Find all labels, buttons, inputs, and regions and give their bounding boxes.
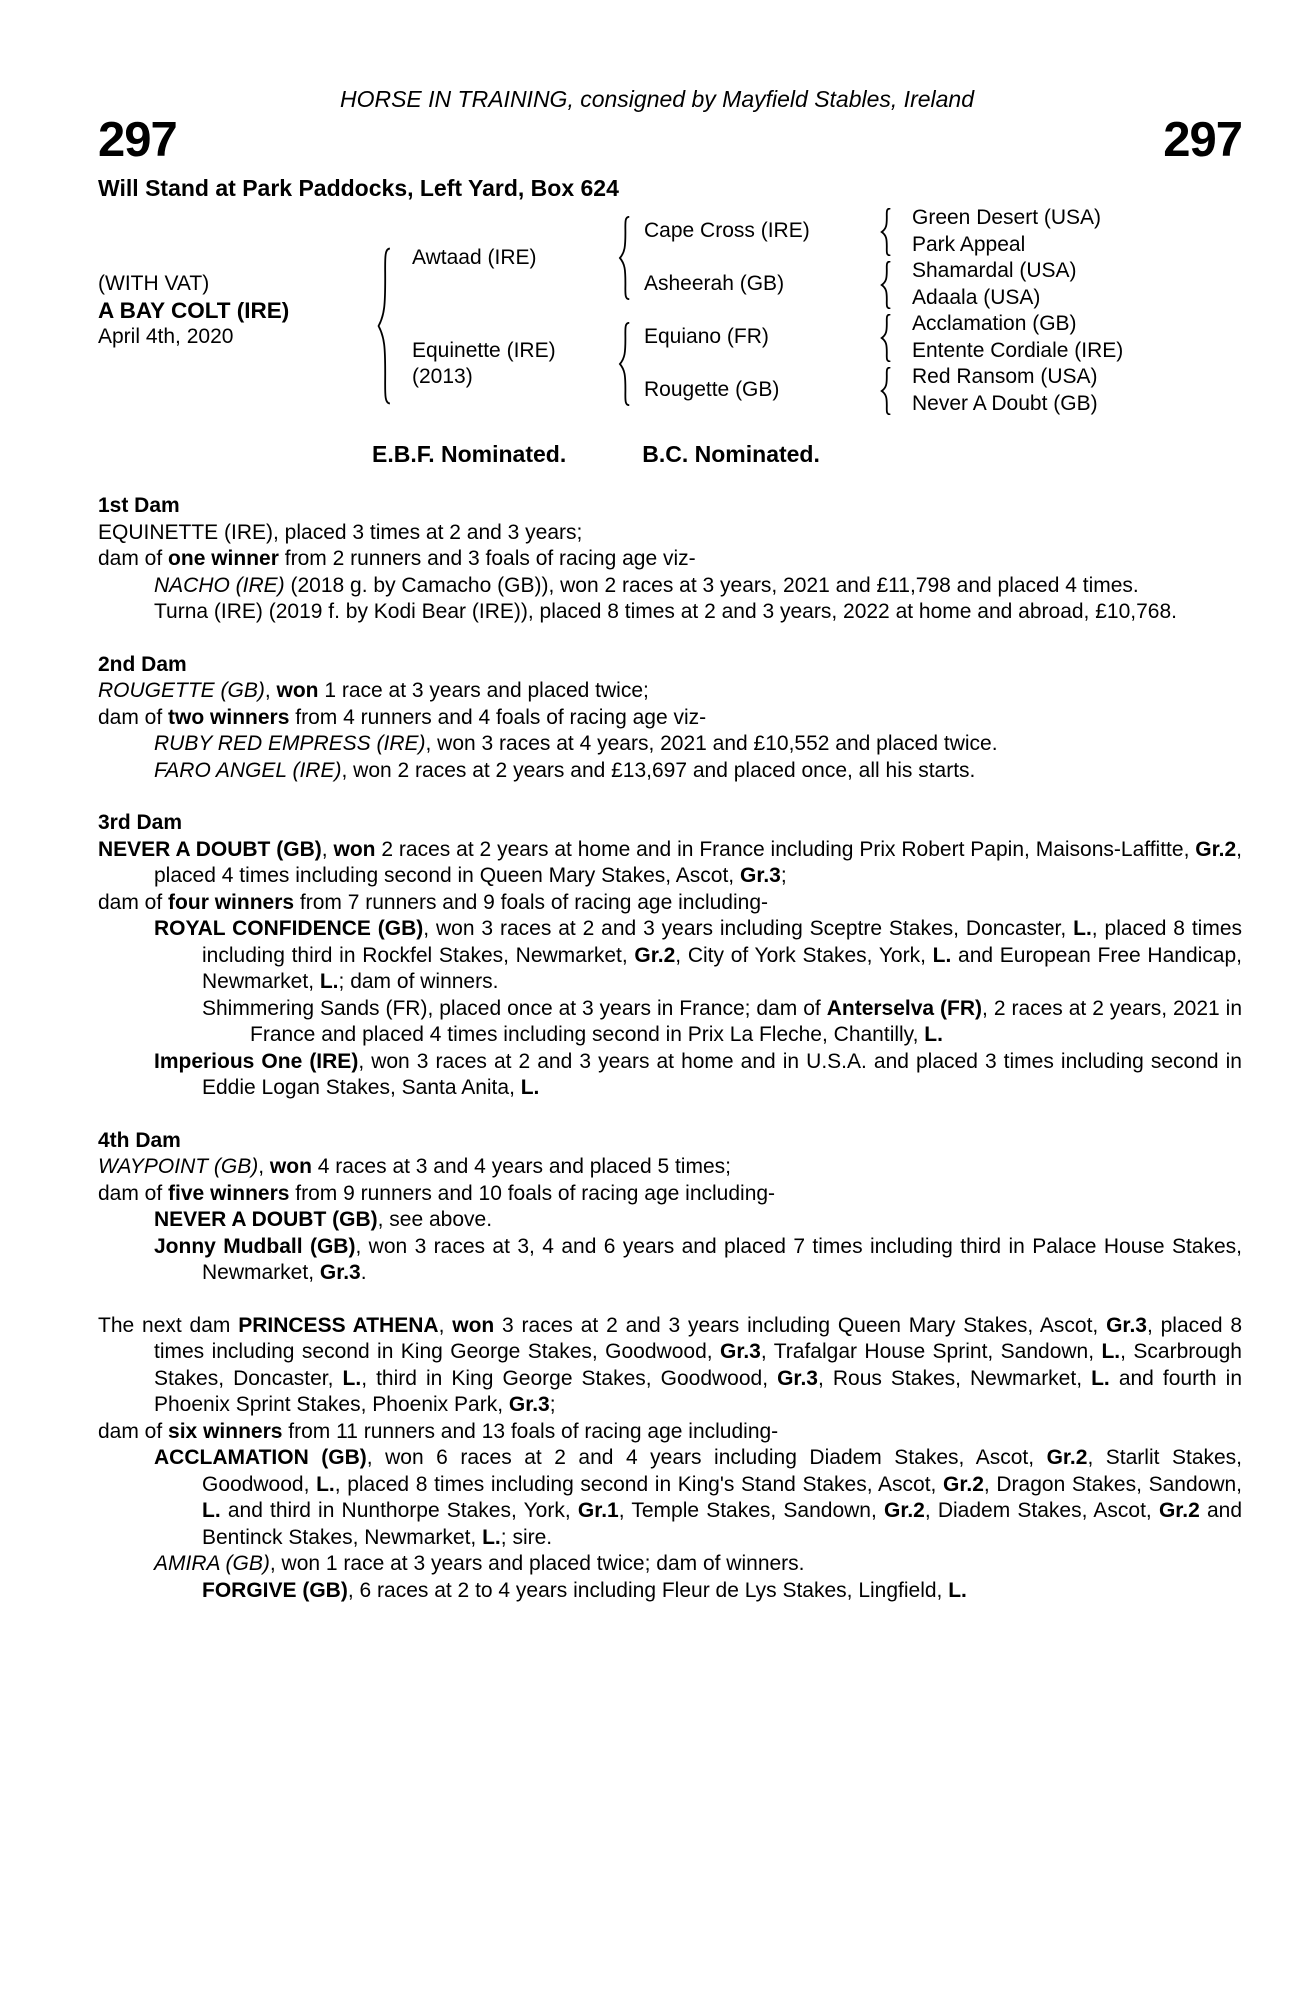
dam-year: (2013) xyxy=(412,365,473,388)
sire-grandsire-name: Cape Cross (IRE) xyxy=(644,219,810,243)
great-grandsire-name: Shamardal (USA) xyxy=(912,259,1077,282)
pedigree-brace-icon xyxy=(617,216,644,300)
pedigree-text-paragraph: ROYAL CONFIDENCE (GB), won 3 races at 2 and 3 years including Sceptre Stakes, Doncaster, L., placed 8 times including third in Rockfel Stakes, Newmarket, Gr.2, City of York Stakes, York, L. and European Free Handicap, Newmarket, L.; dam of winners. xyxy=(154,917,1243,993)
dam-section-heading: 2nd Dam xyxy=(98,652,187,676)
great-granddam-name: Never A Doubt (GB) xyxy=(912,391,1098,415)
great-grandsire-name: Green Desert (USA) xyxy=(912,206,1102,229)
pedigree-text-paragraph: FORGIVE (GB), 6 races at 2 to 4 years including Fleur de Lys Stakes, Lingfield, L. xyxy=(202,1578,967,1602)
pedigree-text-paragraph: WAYPOINT (GB), won 4 races at 3 and 4 years and placed 5 times; xyxy=(98,1155,731,1178)
pedigree-text-paragraph: RUBY RED EMPRESS (IRE), won 3 races at 4 years, 2021 and £10,552 and placed twice. xyxy=(154,732,998,755)
pedigree-brace-icon xyxy=(879,261,912,309)
subject-block xyxy=(98,205,375,417)
lot-number-left: 297 xyxy=(98,113,177,167)
great-grandsire-name: Acclamation (GB) xyxy=(912,312,1077,335)
sire-granddam-name: Asheerah (GB) xyxy=(644,272,785,296)
pedigree-text-paragraph: dam of six winners from 11 runners and 13 foals of racing age including- xyxy=(98,1419,779,1443)
pedigree-text-paragraph: dam of one winner from 2 runners and 3 foals of racing age viz- xyxy=(98,547,696,570)
sire-name: Awtaad (IRE) xyxy=(412,245,537,269)
pedigree-text-paragraph: NEVER A DOUBT (GB), see above. xyxy=(154,1208,493,1231)
pedigree-brace-icon xyxy=(879,367,912,415)
pedigree-text-paragraph: ACCLAMATION (GB), won 6 races at 2 and 4 years including Diadem Stakes, Ascot, Gr.2, Starlit Stakes, Goodwood, L., placed 8 times including second in King's Stand Stakes, Ascot, Gr.2, Dragon Stakes, Sandown, L. and third in Nunthorpe Stakes, York, Gr.1, Temple Stakes, Sandown, Gr.2, Diadem Stakes, Ascot, Gr.2 and Bentinck Stakes, Newmarket, L.; sire. xyxy=(154,1446,1243,1549)
pedigree-text-paragraph: Turna (IRE) (2019 f. by Kodi Bear (IRE)), placed 8 times at 2 and 3 years, 2022 at home and abroad, £10,768. xyxy=(154,600,1177,623)
pedigree-brace-icon xyxy=(879,208,912,256)
great-granddam-name: Park Appeal xyxy=(912,232,1026,256)
pedigree-text-paragraph: EQUINETTE (IRE), placed 3 times at 2 and 3 years; xyxy=(98,520,583,544)
lot-number-right: 297 xyxy=(1163,113,1242,167)
pedigree-text-paragraph: NEVER A DOUBT (GB), won 2 races at 2 years at home and in France including Prix Robert Papin, Maisons-Laffitte, Gr.2, placed 4 times including second in Queen Mary Stakes, Ascot, Gr.3; xyxy=(98,837,1243,887)
pedigree-details xyxy=(98,493,1242,1604)
dam-section-heading: 1st Dam xyxy=(98,494,180,517)
dam-grandsire-name: Equiano (FR) xyxy=(644,325,769,349)
pedigree-text-paragraph: dam of five winners from 9 runners and 10 foals of racing age including- xyxy=(98,1181,776,1205)
dam-section-heading: 3rd Dam xyxy=(98,811,183,834)
vat-note: (WITH VAT) xyxy=(98,272,210,296)
pedigree-text-paragraph: Shimmering Sands (FR), placed once at 3 years in France; dam of Anterselva (FR), 2 races at 2 years, 2021 in France and placed 4 times including second in Prix La Fleche, Chantilly, L. xyxy=(202,996,1243,1046)
consignor-header: HORSE IN TRAINING, consigned by Mayfield Stables, Ireland xyxy=(339,86,975,112)
nominations-row xyxy=(372,441,1242,467)
pedigree-text-paragraph: Imperious One (IRE), won 3 races at 2 and 3 years at home and in U.S.A. and placed 3 times including second in Eddie Logan Stakes, Santa Anita, L. xyxy=(154,1049,1242,1099)
dam-name: Equinette (IRE) (2013) xyxy=(412,311,617,417)
foaling-date: April 4th, 2020 xyxy=(98,325,234,349)
ebf-nominated-label: E.B.F. Nominated. xyxy=(372,441,567,467)
stand-location: Will Stand at Park Paddocks, Left Yard, Box 624 xyxy=(98,175,619,201)
pedigree-brace-icon xyxy=(879,314,912,362)
dam-section-heading: 4th Dam xyxy=(98,1128,181,1152)
pedigree-table xyxy=(98,205,1242,417)
pedigree-text-paragraph: dam of two winners from 4 runners and 4 foals of racing age viz- xyxy=(98,705,707,729)
pedigree-text-paragraph: dam of four winners from 7 runners and 9 foals of racing age including- xyxy=(98,890,768,914)
subject-name: A BAY COLT (IRE) xyxy=(98,297,290,323)
great-granddam-name: Adaala (USA) xyxy=(912,285,1041,309)
pedigree-text-paragraph: Jonny Mudball (GB), won 3 races at 3, 4 and 6 years and placed 7 times including third in Palace House Stakes, Newmarket, Gr.3. xyxy=(154,1234,1242,1284)
pedigree-text-paragraph: ROUGETTE (GB), won 1 race at 3 years and placed twice; xyxy=(98,679,649,702)
pedigree-text-paragraph: AMIRA (GB), won 1 race at 3 years and placed twice; dam of winners. xyxy=(154,1552,805,1575)
lot-number-row xyxy=(98,113,1242,167)
pedigree-brace-icon xyxy=(375,247,412,405)
dam-granddam-name: Rougette (GB) xyxy=(644,378,780,402)
great-granddam-name: Entente Cordiale (IRE) xyxy=(912,338,1124,362)
great-grandsire-name: Red Ransom (USA) xyxy=(912,365,1098,388)
pedigree-brace-icon xyxy=(617,322,644,406)
pedigree-text-paragraph: The next dam PRINCESS ATHENA, won 3 races at 2 and 3 years including Queen Mary Stakes, Ascot, Gr.3, placed 8 times including second in King George Stakes, Goodwood, Gr.3, Trafalgar House Sprint, Sandown, L., Scarbrough Stakes, Doncaster, L., third in King George Stakes, Goodwood, Gr.3, Rous Stakes, Newmarket, L. and fourth in Phoenix Sprint Stakes, Phoenix Park, Gr.3; xyxy=(98,1313,1243,1416)
pedigree-text-paragraph: FARO ANGEL (IRE), won 2 races at 2 years and £13,697 and placed once, all his starts. xyxy=(154,758,976,782)
bc-nominated-label: B.C. Nominated. xyxy=(642,441,820,467)
pedigree-text-paragraph: NACHO (IRE) (2018 g. by Camacho (GB)), won 2 races at 3 years, 2021 and £11,798 and placed 4 times. xyxy=(154,573,1139,597)
